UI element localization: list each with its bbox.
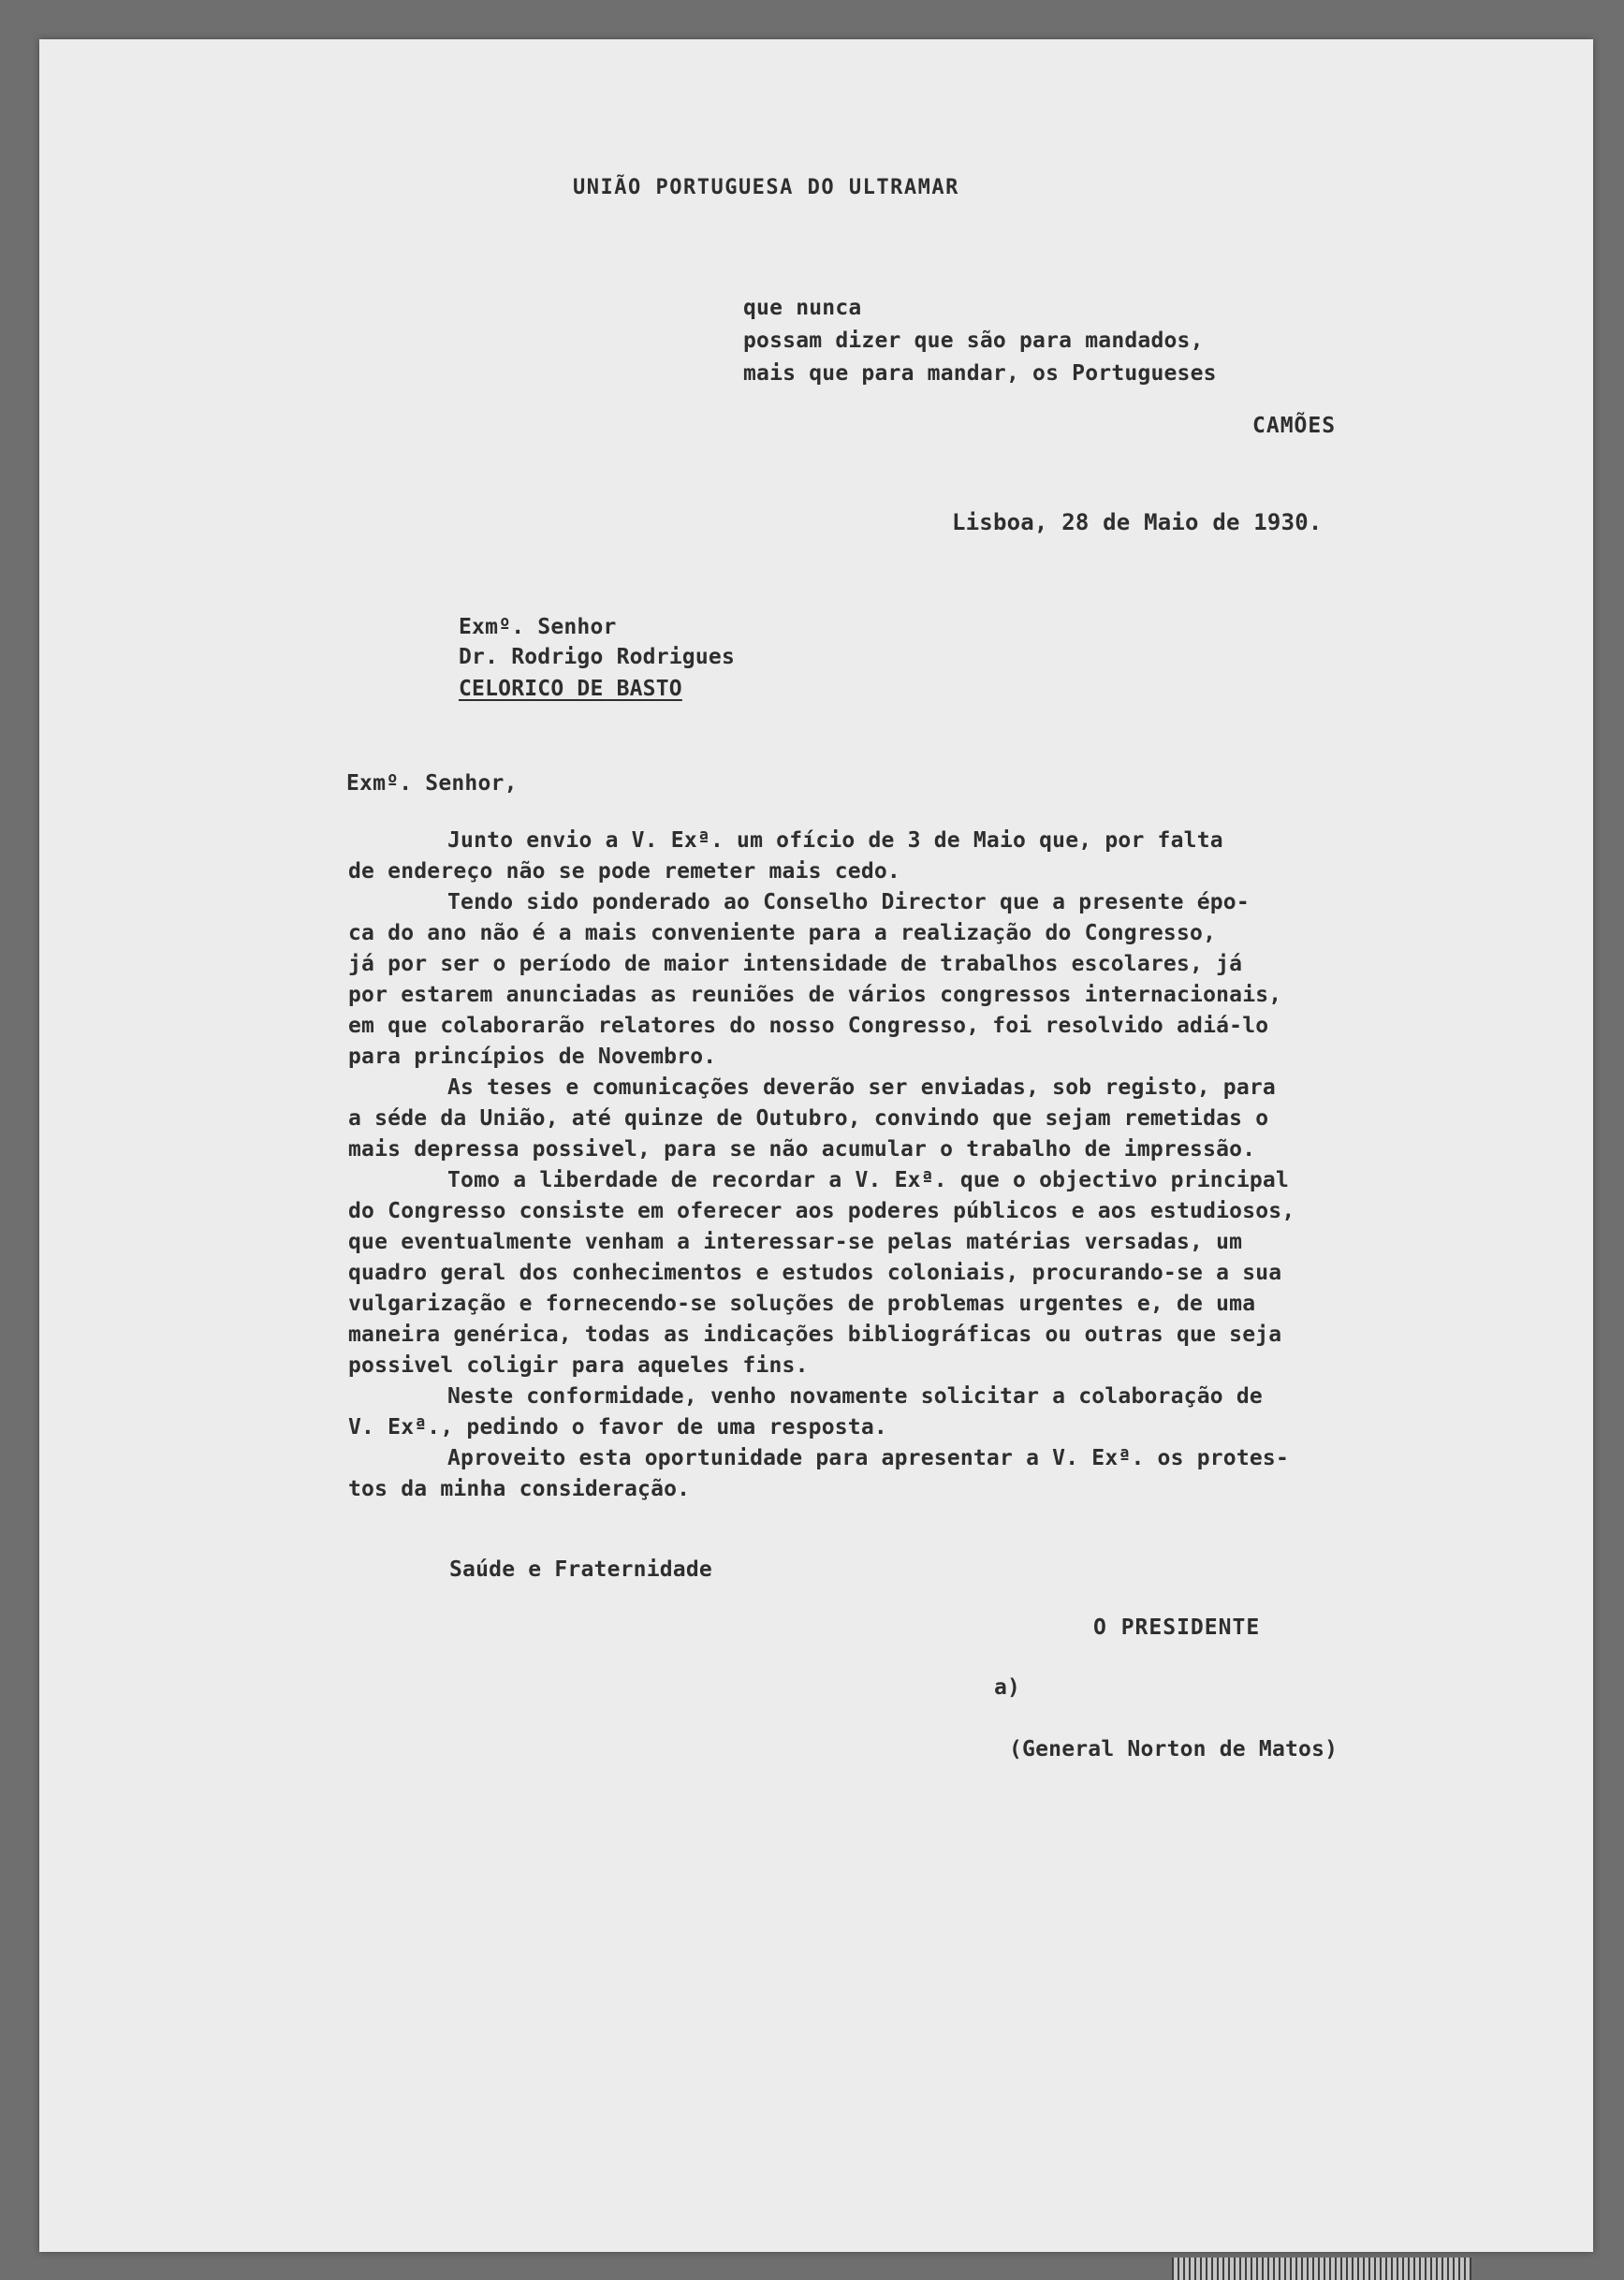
epigraph-line: mais que para mandar, os Portugueses: [743, 361, 1217, 386]
body-line: Neste conformidade, venho novamente solicitar a colaboração de: [447, 1384, 1263, 1409]
body-line: que eventualmente venham a interessar-se pelas matérias versadas, um: [348, 1230, 1243, 1254]
body-line: possivel coligir para aqueles fins.: [348, 1353, 809, 1378]
body-line: para princípios de Novembro.: [348, 1045, 717, 1069]
body-line: V. Exª., pedindo o favor de uma resposta.: [348, 1415, 887, 1440]
body-line: a séde da União, até quinze de Outubro, convindo que sejam remetidas o: [348, 1106, 1269, 1131]
letter-date: Lisboa, 28 de Maio de 1930.: [952, 509, 1323, 535]
signatory-name: (General Norton de Matos): [1009, 1737, 1339, 1761]
body-line: vulgarização e fornecendo-se soluções de problemas urgentes e, de uma: [348, 1292, 1256, 1316]
signature-mark: a): [994, 1675, 1021, 1700]
body-line: As teses e comunicações deverão ser enviadas, sob registo, para: [447, 1075, 1276, 1100]
epigraph-line: que nunca: [743, 296, 862, 320]
epigraph-line: possam dizer que são para mandados,: [743, 329, 1204, 353]
body-line: mais depressa possivel, para se não acumular o trabalho de impressão.: [348, 1137, 1256, 1162]
archive-barcode: [1172, 2258, 1471, 2280]
body-line: maneira genérica, todas as indicações bibliográficas ou outras que seja: [348, 1323, 1282, 1347]
body-line: Tendo sido ponderado ao Conselho Director que a presente épo-: [447, 890, 1250, 914]
body-line: ca do ano não é a mais conveniente para a realização do Congresso,: [348, 921, 1217, 945]
recipient-title: Exmº. Senhor: [459, 615, 617, 639]
body-line: Aproveito esta oportunidade para apresentar a V. Exª. os protes-: [447, 1446, 1290, 1470]
letter-page: [39, 39, 1593, 2252]
body-line: por estarem anunciadas as reuniões de vários congressos internacionais,: [348, 983, 1282, 1007]
epigraph-author: CAMÕES: [1252, 414, 1337, 438]
body-line: já por ser o período de maior intensidade de trabalhos escolares, já: [348, 952, 1243, 976]
letterhead: UNIÃO PORTUGUESA DO ULTRAMAR: [573, 176, 959, 199]
closing-line: Saúde e Fraternidade: [449, 1557, 712, 1582]
body-line: do Congresso consiste em oferecer aos poderes públicos e aos estudiosos,: [348, 1199, 1295, 1223]
recipient-place: CELORICO DE BASTO: [459, 677, 682, 701]
salutation: Exmº. Senhor,: [346, 771, 518, 796]
body-line: Tomo a liberdade de recordar a V. Exª. que o objectivo principal: [447, 1168, 1290, 1192]
body-line: em que colaborarão relatores do nosso Congresso, foi resolvido adiá-lo: [348, 1014, 1269, 1038]
body-line: tos da minha consideração.: [348, 1477, 691, 1501]
recipient-name: Dr. Rodrigo Rodrigues: [459, 645, 735, 669]
body-line: Junto envio a V. Exª. um ofício de 3 de Maio que, por falta: [447, 828, 1223, 853]
signature-role: O PRESIDENTE: [1093, 1615, 1261, 1640]
body-line: de endereço não se pode remeter mais cedo.: [348, 859, 900, 884]
body-line: quadro geral dos conhecimentos e estudos coloniais, procurando-se a sua: [348, 1261, 1282, 1285]
